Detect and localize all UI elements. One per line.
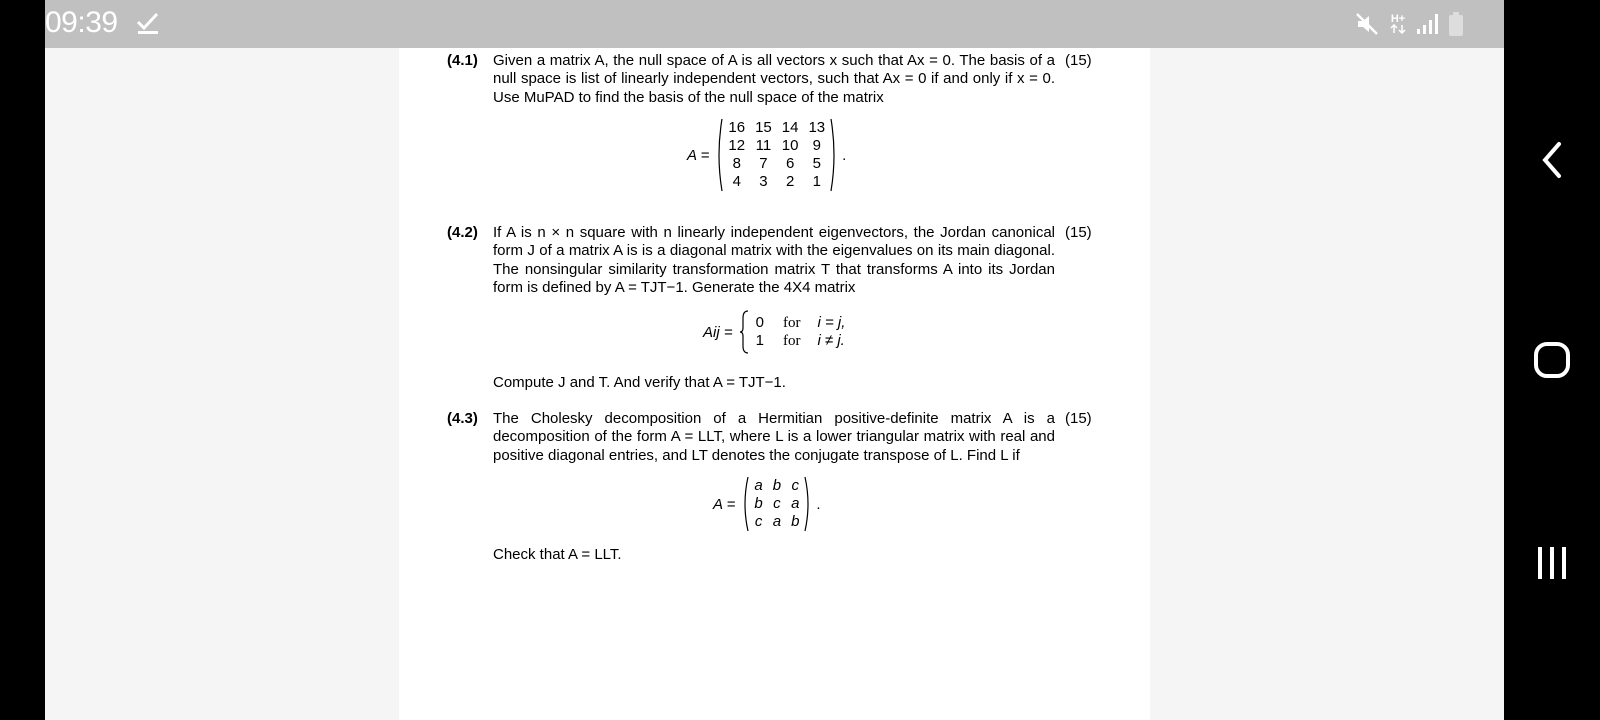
status-time: 09:39 <box>45 6 118 39</box>
left-paren <box>741 476 749 532</box>
left-brace <box>739 310 749 354</box>
matrix-cell: 16 <box>728 119 746 136</box>
right-paren <box>830 118 838 192</box>
equation-end: . <box>816 495 821 513</box>
case-condition: i ≠ j. <box>817 332 845 349</box>
matrix-cell: c <box>791 477 799 494</box>
matrix-cell: 14 <box>781 119 799 136</box>
matrix-cell: a <box>772 513 782 530</box>
recents-button[interactable] <box>1504 533 1600 593</box>
matrix-cell: 3 <box>759 173 768 190</box>
mute-icon <box>1354 11 1380 37</box>
matrix-4x4 <box>723 119 830 191</box>
problem-marks: (15) <box>1065 224 1092 241</box>
left-paren <box>715 118 723 192</box>
equation-lhs: A = <box>713 495 736 513</box>
matrix-equation-4-3 <box>713 476 821 532</box>
matrix-cell: 15 <box>755 119 772 136</box>
battery-icon <box>1448 11 1464 37</box>
matrix-cell: 9 <box>812 137 821 154</box>
matrix-cell: 12 <box>728 137 746 154</box>
matrix-cell: 6 <box>785 155 795 172</box>
status-icons <box>1354 10 1464 38</box>
case-value: 1 <box>755 332 764 349</box>
network-type-label: H+ <box>1390 13 1406 25</box>
network-arrows-icon <box>1390 24 1406 34</box>
matrix-cell: 1 <box>812 173 821 190</box>
status-bar <box>45 0 1504 48</box>
recents-icon <box>1535 543 1569 583</box>
back-icon <box>1537 140 1567 180</box>
followup-text: Compute J and T. And verify that A = TJT−1. <box>493 374 786 391</box>
matrix-cell: 2 <box>785 173 795 190</box>
problem-marks: (15) <box>1065 410 1092 427</box>
home-button[interactable] <box>1504 330 1600 390</box>
matrix-cell: 8 <box>732 155 741 172</box>
matrix-cell: 4 <box>732 173 741 190</box>
equation-lhs: A = <box>687 146 710 164</box>
home-icon <box>1532 340 1572 380</box>
matrix-cell: c <box>773 495 781 512</box>
right-paren <box>804 476 812 532</box>
document-viewer[interactable] <box>45 48 1504 720</box>
matrix-cell: 10 <box>781 137 799 154</box>
signal-icon <box>1416 13 1438 35</box>
piecewise-equation <box>703 310 850 354</box>
problem-number: (4.3) <box>447 410 478 427</box>
problem-text: Given a matrix A, the null space of A is all vectors x such that Ax = 0. The basis of a null space is list of linearly independent vectors, such that Ax = 0 if and only if x = 0. Use MuPAD to find the basis of the null space of the matrix <box>493 52 1055 106</box>
case-word: for <box>782 315 801 331</box>
check-icon <box>135 10 161 36</box>
matrix-3x3 <box>749 477 804 531</box>
equation-lhs: Aij = <box>703 323 733 341</box>
matrix-cell: 11 <box>755 137 772 154</box>
equation-end: . <box>842 146 847 164</box>
matrix-cell: b <box>791 513 800 530</box>
navigation-bar <box>1504 0 1600 720</box>
back-button[interactable] <box>1504 130 1600 190</box>
problem-text: The Cholesky decomposition of a Hermitian positive-definite matrix A is a decomposition of the form A = LLT, where L is a lower triangular matrix with real and positive diagonal entries, and LT denotes the conjugate transpose of L. Find L if <box>493 410 1055 464</box>
matrix-cell: b <box>772 477 782 494</box>
matrix-equation-4-1 <box>687 118 846 192</box>
document-page <box>399 48 1150 720</box>
matrix-cell: c <box>754 513 763 530</box>
problem-marks: (15) <box>1065 52 1092 69</box>
matrix-cell: 5 <box>812 155 821 172</box>
problem-number: (4.2) <box>447 224 478 241</box>
matrix-cell: b <box>754 495 763 512</box>
case-word: for <box>782 333 801 349</box>
case-value: 0 <box>755 314 764 331</box>
problem-number: (4.1) <box>447 52 478 69</box>
matrix-cell: 13 <box>808 119 826 136</box>
followup-text: Check that A = LLT. <box>493 546 622 563</box>
matrix-cell: a <box>791 495 800 512</box>
matrix-cell: 7 <box>759 155 768 172</box>
left-black-bar <box>0 0 45 720</box>
piecewise-cases <box>751 314 851 350</box>
case-condition: i = j, <box>817 314 846 331</box>
matrix-cell: a <box>754 477 763 494</box>
problem-text: If A is n × n square with n linearly independent eigenvectors, the Jordan canonical form J of a matrix A is is a diagonal matrix with the eigenvalues on its main diagonal. The nonsingular similarity transformation matrix T that transforms A into its Jordan form is defined by A = TJT−1. Generate the 4X4 matrix <box>493 224 1055 296</box>
